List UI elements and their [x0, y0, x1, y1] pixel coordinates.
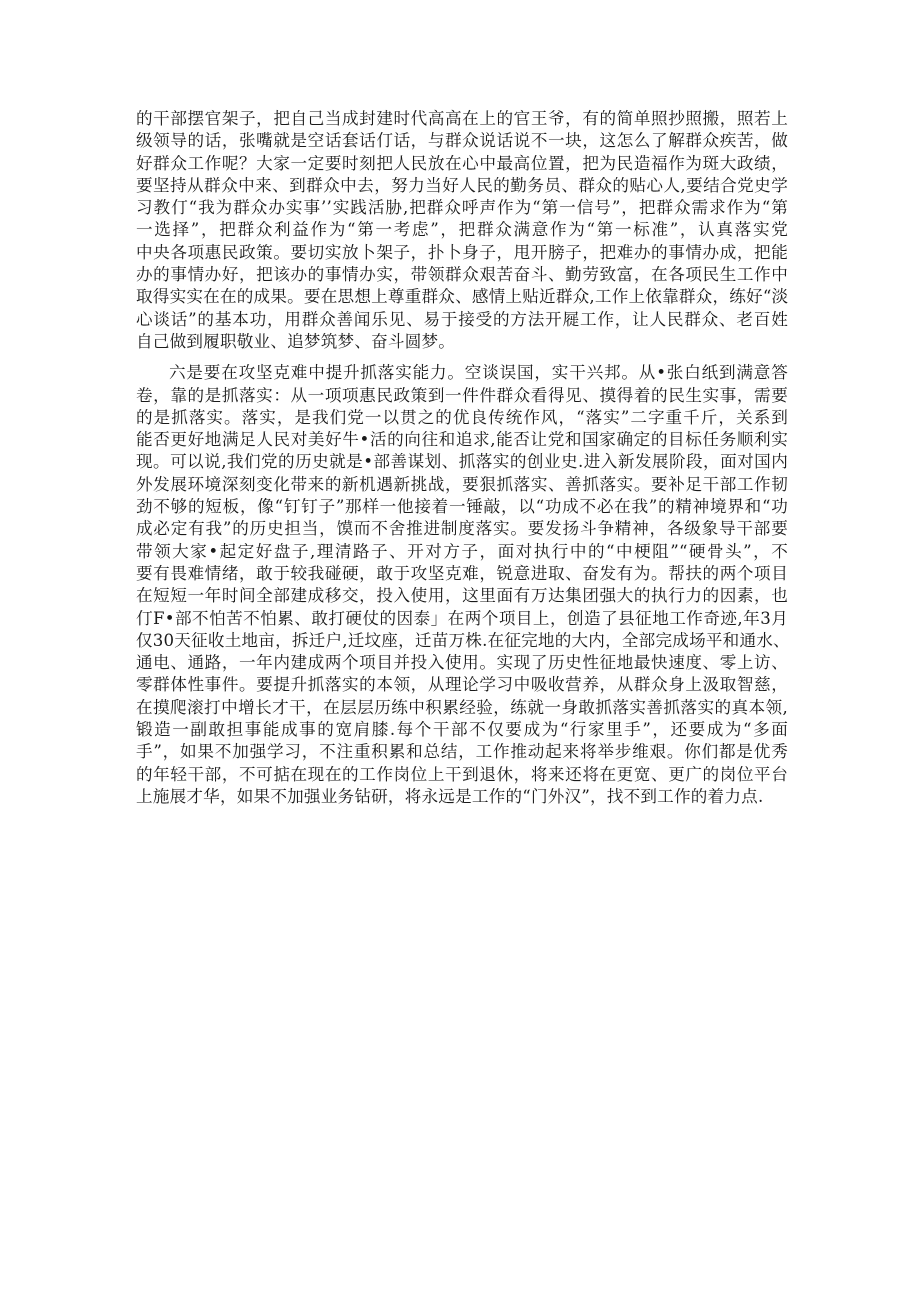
text-line: 上施展才华，如果不加强业务钻研，将永远是工作的“门外汉”，找不到工作的着力点. [136, 786, 764, 806]
text-line: 要有畏难情绪，敢于较我碰硬，敢于攻坚克难，锐意进取、奋发有为。帮扶的两个项目 [136, 563, 788, 583]
text-line: 卷，靠的是抓落实：从一项项惠民政策到一件件群众看得见、摸得着的民生实事，需要 [136, 385, 788, 405]
text-line: 通电、通路，一年内建成两个项目并投入使用。实现了历史性征地最快速度、零上访、 [136, 653, 788, 673]
text-line: 现。可以说,我们党的历史就是•部善谋划、抓落实的创业史.进入新发展阶段，面对国内 [136, 452, 788, 472]
text-line: 办的事情办好，把该办的事情办实，带领群众艰苦奋斗、勤劳致富，在各项民生工作中 [136, 265, 788, 285]
text-line: 成必定有我”的历史担当，馍而不舍推进制度落实。要发扬斗争精神，各级象导干部要 [136, 519, 788, 539]
text-line: 好群众工作呢？大家一定要时刻把人民放在心中最高位置，把为民造福作为斑大政绩， [136, 153, 788, 173]
text-line: 的是抓落实。落实，是我们党一以贯之的优良传统作风，“落实”二字重千斤，关系到 [136, 407, 788, 427]
text-line: 的干部摆官架子，把自己当成封建时代高高在上的官王爷，有的简单照抄照搬，照若上 [136, 109, 788, 128]
text-line: 自己做到履职敬业、追梦筑梦、奋斗圆梦。 [136, 331, 456, 351]
text-line: 六是要在攻坚克难中提升抓落实能力。空谈误国，实干兴邦。从•张白纸到满意答 [169, 363, 788, 383]
text-line: 中央各项惠民政策。要切实放卜架子，扑卜身子，甩开膀子，把难办的事情办成，把能 [136, 242, 788, 262]
text-line: 在短短一年时间全部建成移交，投入使用，这里面有万达集团强大的执行力的因素，也 [136, 586, 788, 606]
text-line: 一选择”，把群众利益作为“第一考虑”，把群众满意作为“第一标准”，认真落实党 [136, 220, 788, 240]
text-line: 级领导的话，张嘴就是空话套话仃话，与群众说话说不一块，这怎么了解群众疾苦，做 [136, 131, 788, 151]
text-line: 在摸爬滚打中增长才干，在层层历练中积累经验，练就一身敢抓落实善抓落实的真本领, [136, 697, 788, 717]
paragraph-2 [136, 362, 788, 808]
text-line: 取得实实在在的成果。要在思想上尊重群众、感情上贴近群众,工作上依靠群众，练好“淡 [136, 287, 789, 307]
text-line: 带领大家•起定好盘子,理清路子、开对方子，面对执行中的“中梗阻”“硬骨头”，不 [136, 541, 788, 561]
paragraph-1 [136, 108, 788, 353]
document-page [136, 108, 788, 808]
text-line: 要坚持从群众中来、到群众中去，努力当好人民的勤务员、群众的贴心人,要结合党史学 [136, 175, 788, 195]
text-line: 仃F•部不怕苦不怕累、敢打硬仗的因泰」在两个项目上，创造了县征地工作奇迹,年3月 [136, 608, 788, 628]
text-line: 的年轻干部，不可掂在现在的工作岗位上干到退休，将来还将在更宽、更广的岗位平台 [136, 764, 788, 784]
text-line: 劲不够的短板，像“钉钉子”那样一他接着一锤敲，以“功成不必在我”的精神境界和“功 [136, 497, 788, 517]
text-line: 锻造一副敢担事能成事的宽肩膝.每个干部不仅要成为“行家里手”，还要成为“多面 [136, 720, 788, 740]
text-line: 零群体性事件。要提升抓落实的本领，从理论学习中吸收营养，从群众身上汲取智慈， [136, 675, 788, 695]
text-line: 手”，如果不加强学习，不注重积累和总结，工作推动起来将举步维艰。你们都是优秀 [136, 742, 788, 762]
text-line: 心谈话”的基本功，用群众善闻乐见、易于接受的方法开屣工作，让人民群众、老百姓 [136, 309, 788, 329]
text-line: 习教仃“我为群众办实事’’实践活胁,把群众呼声作为“第一信号”，把群众需求作为“第 [136, 198, 788, 218]
text-line: 仅30天征收土地亩，拆迁户,迁坟座，迁苗万株.在征完地的大内，全部完成场平和通水、 [136, 630, 790, 650]
text-line: 外发展环境深刻变化带来的新机遇新挑战，要狠抓落实、善抓落实。要补足干部工作韧 [136, 474, 788, 494]
text-line: 能否更好地满足人民对美好牛•活的向往和追求,能否让党和国家确定的目标任务顺利实 [136, 430, 788, 450]
